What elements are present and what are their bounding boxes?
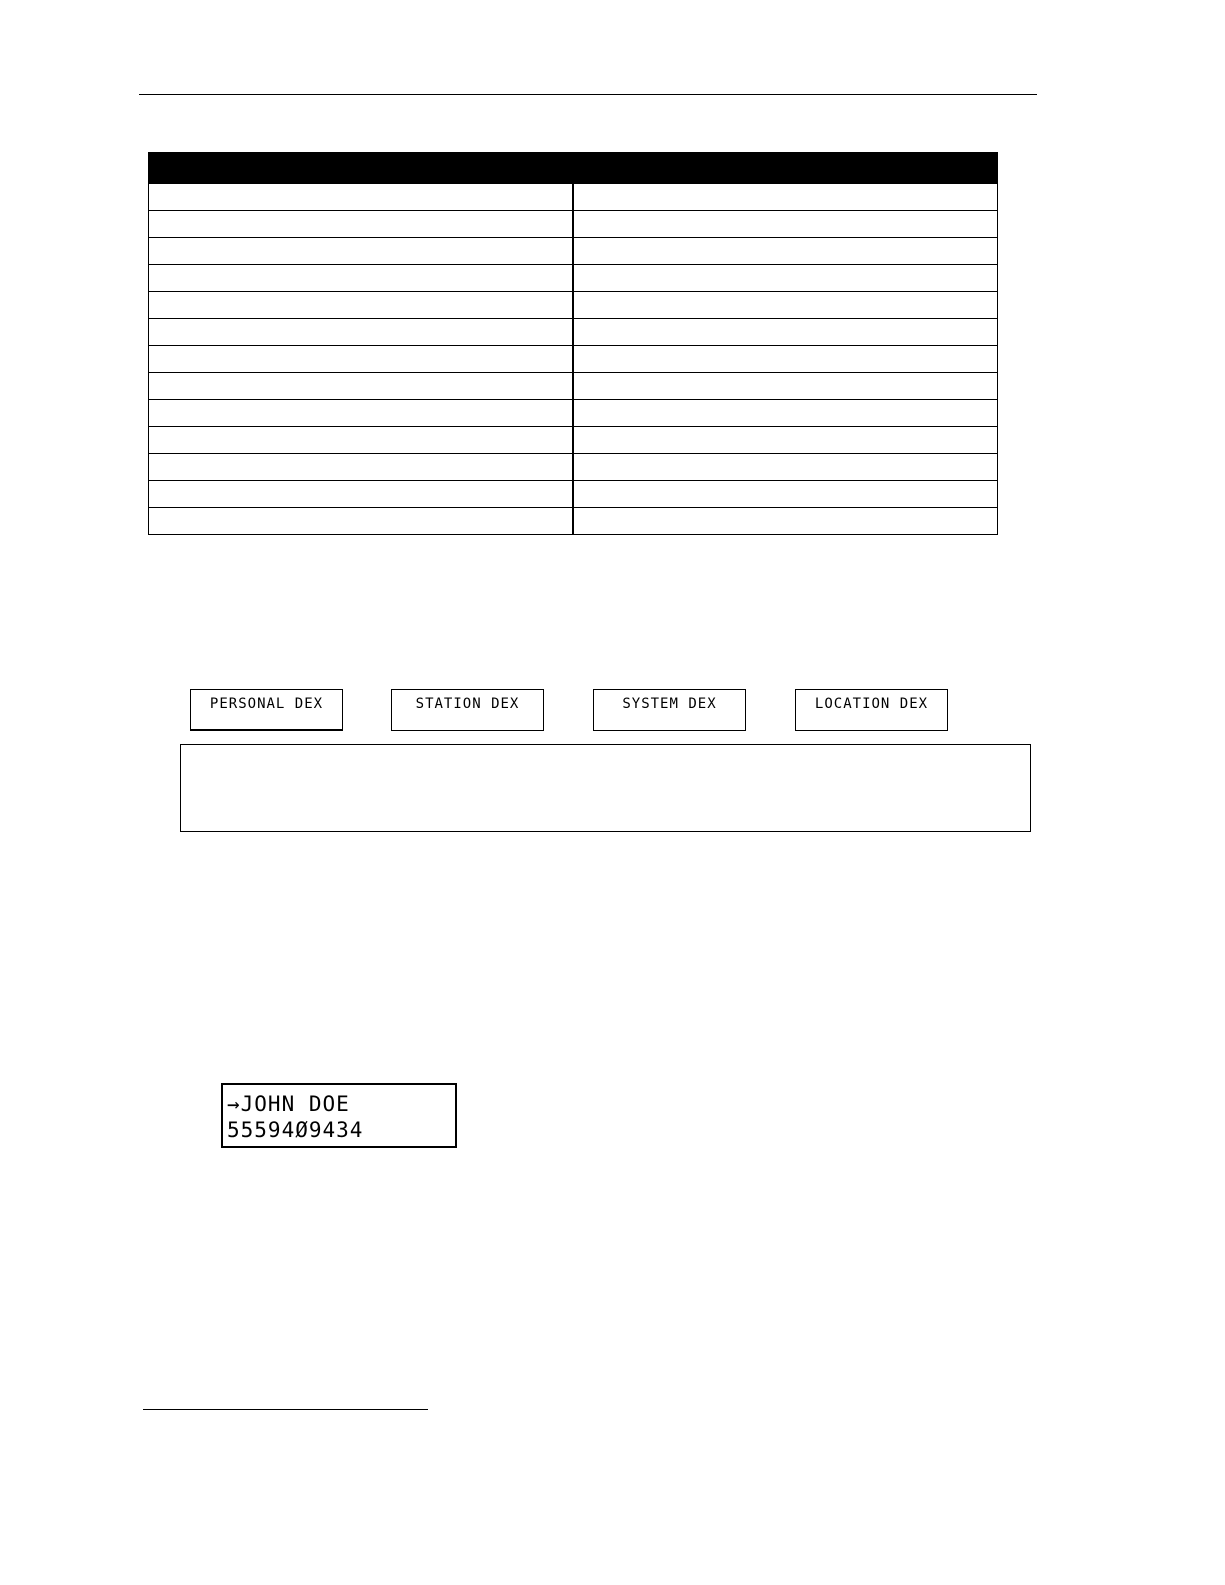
table-row bbox=[149, 427, 998, 454]
table-row bbox=[149, 319, 998, 346]
table-cell bbox=[573, 319, 998, 346]
table-cell bbox=[149, 211, 574, 238]
table-cell bbox=[573, 265, 998, 292]
table-cell bbox=[573, 238, 998, 265]
table-cell bbox=[573, 400, 998, 427]
table-row bbox=[149, 265, 998, 292]
table-cell bbox=[149, 238, 574, 265]
table-row bbox=[149, 481, 998, 508]
table-cell bbox=[573, 427, 998, 454]
softkey-station-dex[interactable]: STATION DEX bbox=[391, 689, 544, 731]
softkey-personal-dex[interactable]: PERSONAL DEX bbox=[190, 689, 343, 731]
table-cell bbox=[573, 373, 998, 400]
table-row bbox=[149, 454, 998, 481]
table-row bbox=[149, 292, 998, 319]
softkey-system-dex[interactable]: SYSTEM DEX bbox=[593, 689, 746, 731]
table-row bbox=[149, 373, 998, 400]
table-header-cell bbox=[149, 153, 574, 184]
table-header-row bbox=[149, 153, 998, 184]
softkey-location-dex[interactable]: LOCATION DEX bbox=[795, 689, 948, 731]
table-cell bbox=[149, 481, 574, 508]
table-cell bbox=[573, 508, 998, 535]
table-cell bbox=[149, 400, 574, 427]
table-row bbox=[149, 346, 998, 373]
display-area bbox=[180, 744, 1031, 832]
table-row bbox=[149, 400, 998, 427]
table-cell bbox=[573, 211, 998, 238]
footnote-rule bbox=[143, 1409, 428, 1410]
table-cell bbox=[573, 292, 998, 319]
table-cell bbox=[573, 184, 998, 211]
lcd-display bbox=[221, 1083, 457, 1148]
table-cell bbox=[149, 184, 574, 211]
table-row bbox=[149, 508, 998, 535]
table-header-cell bbox=[573, 153, 998, 184]
table-row bbox=[149, 238, 998, 265]
table-row bbox=[149, 184, 998, 211]
table-cell bbox=[149, 427, 574, 454]
table-cell bbox=[149, 265, 574, 292]
lcd-line-number: 55594Ø9434 bbox=[227, 1118, 364, 1142]
table-cell bbox=[149, 319, 574, 346]
table-cell bbox=[573, 454, 998, 481]
table-row bbox=[149, 211, 998, 238]
table-cell bbox=[573, 481, 998, 508]
table-cell bbox=[149, 454, 574, 481]
lcd-line-name: →JOHN DOE bbox=[227, 1092, 350, 1116]
data-table bbox=[148, 152, 998, 535]
table-cell bbox=[149, 373, 574, 400]
header-rule bbox=[139, 94, 1037, 95]
table-cell bbox=[149, 508, 574, 535]
table-cell bbox=[573, 346, 998, 373]
table-cell bbox=[149, 292, 574, 319]
table-cell bbox=[149, 346, 574, 373]
